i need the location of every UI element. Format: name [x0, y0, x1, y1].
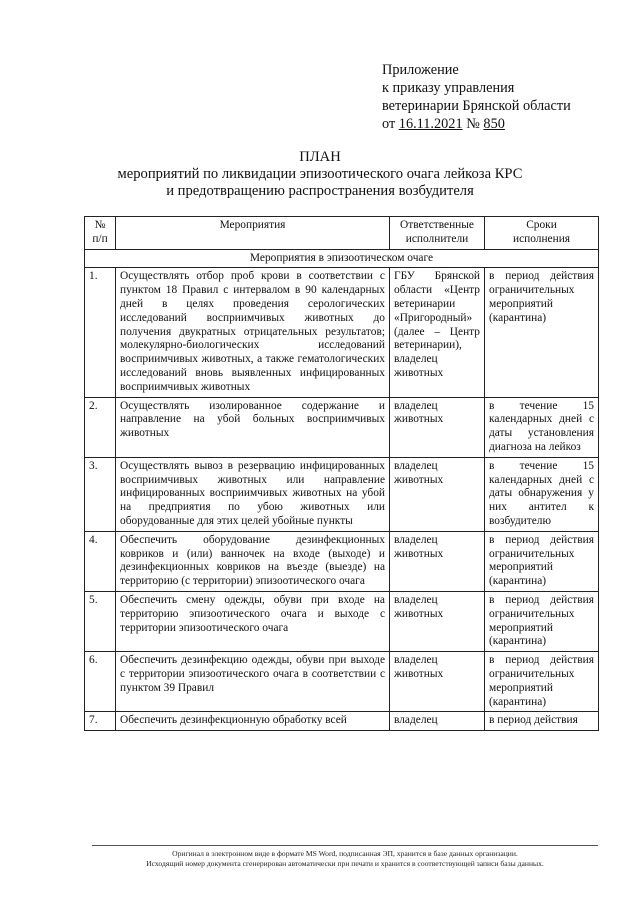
row-term: в период действия ограничительных мероприятий (карантина)	[485, 531, 599, 591]
table-row	[85, 652, 599, 712]
appendix-line-2: к приказу управления	[382, 80, 515, 96]
row-responsible: владелец животных	[390, 591, 485, 651]
title-line-3: и предотвращению распространения возбудителя	[166, 183, 474, 199]
appendix-line-1: Приложение	[382, 62, 459, 78]
appendix-block	[382, 61, 622, 133]
row-measure: Обеспечить смену одежды, обуви при входе на территорию эпизоотического очага и выходе с территории эпизоотического очага	[116, 591, 390, 651]
header-responsible-line-1: Ответственные	[400, 219, 474, 231]
row-term: в течение 15 календарных дней с даты обнаружения у них антител к возбудителю	[485, 457, 599, 531]
appendix-number: 850	[483, 116, 505, 132]
header-responsible-line-2: исполнители	[405, 232, 469, 245]
row-measure: Обеспечить дезинфекционную обработку всей	[116, 712, 390, 731]
row-responsible: владелец животных	[390, 652, 485, 712]
appendix-line-3: ветеринарии Брянской области	[382, 98, 571, 114]
row-measure: Осуществлять изолированное содержание и направление на убой больных восприимчивых животных	[116, 397, 390, 457]
appendix-date: 16.11.2021	[398, 116, 463, 132]
row-num: 3.	[85, 457, 116, 531]
title-line-1: ПЛАН	[299, 149, 341, 165]
row-num: 5.	[85, 591, 116, 651]
appendix-number-sign: №	[466, 116, 480, 132]
row-num: 7.	[85, 712, 116, 731]
row-term: в период действия ограничительных мероприятий (карантина)	[485, 268, 599, 397]
row-responsible: ГБУ Брянской области «Центр ветеринарии «Пригородный» (далее – Центр ветеринарии), владелец животных	[390, 268, 485, 397]
plan-table	[84, 216, 599, 731]
footer-line-2: Исходящий номер документа сгенерирован автоматически при печати и хранится в соответствующей записи базы данных.	[146, 859, 544, 868]
row-num: 1.	[85, 268, 116, 397]
header-num-line-1: №	[94, 219, 106, 231]
table-row	[85, 531, 599, 591]
appendix-date-prefix: от	[382, 116, 396, 132]
row-num: 4.	[85, 531, 116, 591]
title-line-2: мероприятий по ликвидации эпизоотического очага лейкоза КРС	[117, 166, 523, 182]
row-responsible: владелец	[390, 712, 485, 731]
row-measure: Осуществлять отбор проб крови в соответствии с пунктом 18 Правил с интервалом в 90 календарных дней в целях проведения серологических исследований восприимчивых животных до получения двукратных отрицательных результатов; молекулярно-биологических исследований восприимчивых животных, а также гематологических исследований вновь выявленных инфицированных восприимчивых животных	[116, 268, 390, 397]
row-measure: Обеспечить оборудование дезинфекционных ковриков и (или) ванночек на входе (выходе) и дезинфекционных ковриков на въезде (выезде) на территорию (с территории) эпизоотического очага	[116, 531, 390, 591]
row-responsible: владелец животных	[390, 397, 485, 457]
section-title: Мероприятия в эпизоотическом очаге	[85, 249, 599, 268]
section-row	[85, 249, 599, 268]
table-row	[85, 268, 599, 397]
footer-line-1: Оригинал в электронном виде в формате MS Word, подписанная ЭП, хранится в базе данных организации.	[172, 849, 518, 858]
header-terms-line-1: Сроки	[526, 219, 557, 231]
table-row	[85, 397, 599, 457]
header-responsible	[390, 217, 485, 250]
row-measure: Осуществлять вывоз в резервацию инфицированных восприимчивых животных или направление инфицированных восприимчивых животных на убой на предприятия по убою животных или оборудованные для этих целей убойные пункты	[116, 457, 390, 531]
row-term: в течение 15 календарных дней с даты установления диагноза на лейкоз	[485, 397, 599, 457]
row-responsible: владелец животных	[390, 457, 485, 531]
header-num-line-2: п/п	[92, 232, 108, 245]
row-term: в период действия	[485, 712, 599, 731]
row-responsible: владелец животных	[390, 531, 485, 591]
header-measures: Мероприятия	[116, 217, 390, 250]
row-term: в период действия ограничительных мероприятий (карантина)	[485, 591, 599, 651]
footer-divider	[92, 845, 598, 846]
header-terms-line-2: исполнения	[512, 232, 571, 245]
table-row	[85, 457, 599, 531]
appendix-line-4	[382, 115, 622, 133]
table-row	[85, 591, 599, 651]
table-header-row	[85, 217, 599, 250]
row-measure: Обеспечить дезинфекцию одежды, обуви при выходе с территории эпизоотического очага в соответствии с пунктом 39 Правил	[116, 652, 390, 712]
table-row	[85, 712, 599, 731]
header-num	[85, 217, 116, 250]
row-num: 6.	[85, 652, 116, 712]
page-title	[0, 149, 640, 200]
row-num: 2.	[85, 397, 116, 457]
header-terms	[485, 217, 599, 250]
row-term: в период действия ограничительных мероприятий (карантина)	[485, 652, 599, 712]
